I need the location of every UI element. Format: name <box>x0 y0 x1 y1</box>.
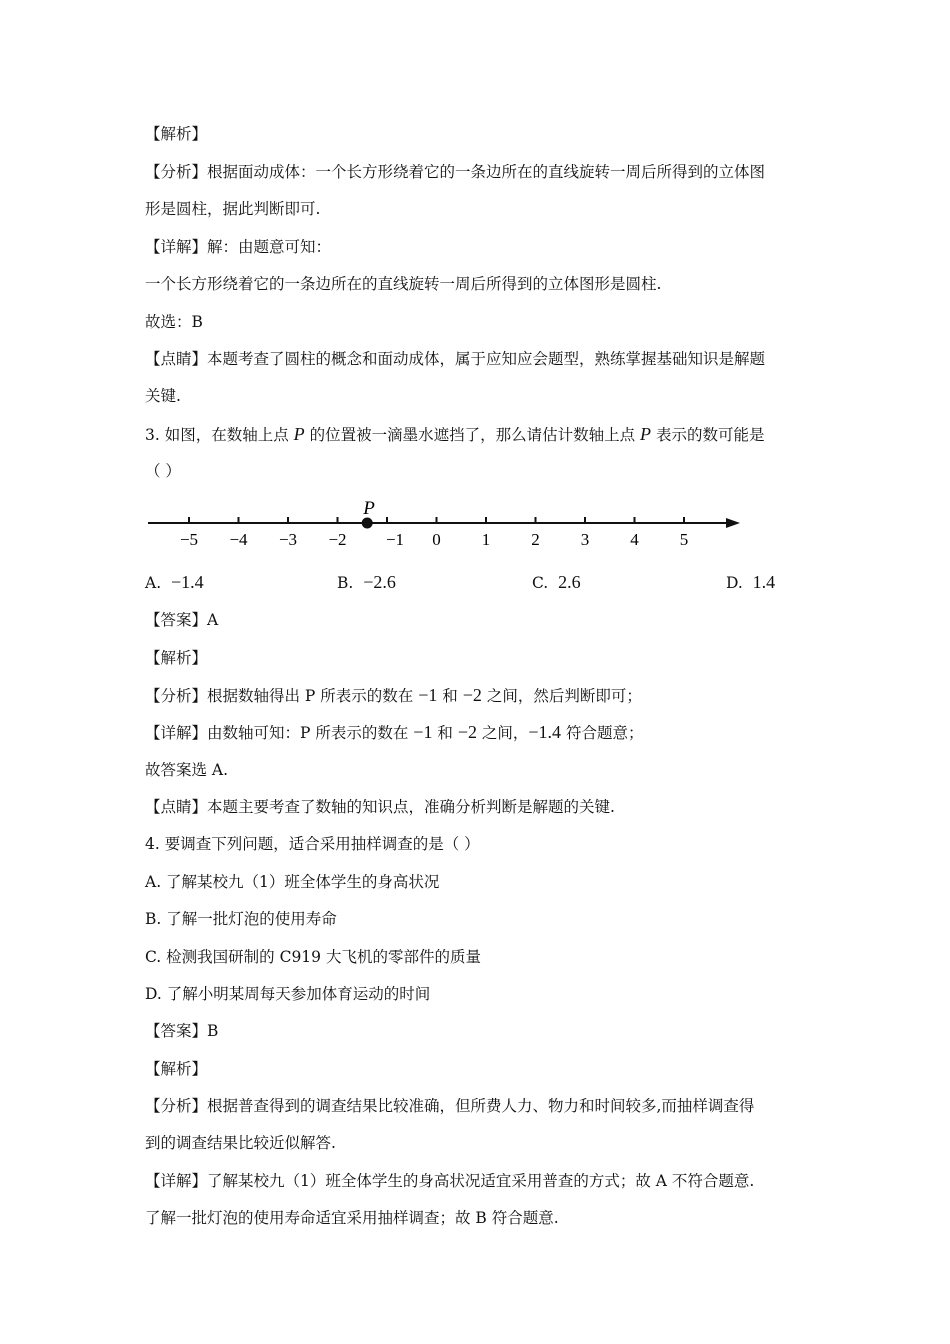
tick-label: −4 <box>229 530 248 549</box>
q3-xj-num: −1.4 <box>528 722 562 742</box>
q3-stem-part2: 的位置被一滴墨水遮挡了，那么请估计数轴上点 <box>304 426 641 444</box>
tick-label: 1 <box>481 530 491 549</box>
tick-label: −2 <box>328 530 347 549</box>
arrow-icon <box>726 518 740 528</box>
q4-answer: 【答案】B <box>145 1022 219 1040</box>
q4-option-d: D. 了解小明某周每天参加体育运动的时间 <box>145 985 431 1003</box>
q3-dianjing: 【点睛】本题主要考查了数轴的知识点，准确分析判断是解题的关键. <box>145 798 615 816</box>
dianjing-line-1: 【点睛】本题考查了圆柱的概念和面动成体，属于应知应会题型，熟练掌握基础知识是解题 <box>145 350 766 368</box>
tick-label: −1 <box>385 530 405 549</box>
q3-stem-part1: 3. 如图，在数轴上点 <box>145 426 294 444</box>
tick-label: 2 <box>531 530 540 549</box>
fenxi-line-2: 形是圆柱，据此判断即可. <box>145 200 321 218</box>
fenxi-line-1: 【分析】根据面动成体：一个长方形绕着它的一条边所在的直线旋转一周后所得到的立体图 <box>145 163 766 181</box>
q4-option-b: B. 了解一批灯泡的使用寿命 <box>145 910 337 928</box>
q3-xj-num: −1 <box>413 722 433 742</box>
q3-xj-text: 【详解】由数轴可知：P 所表示的数在 <box>145 724 414 742</box>
q4-stem: 4. 要调查下列问题，适合采用抽样调查的是（ ） <box>145 835 480 853</box>
q3-stem-part3: 表示的数可能是 <box>651 426 765 444</box>
solution-body: 一个长方形绕着它的一条边所在的直线旋转一周后所得到的立体图形是圆柱. <box>145 275 662 293</box>
q3-stem <box>145 424 764 445</box>
tick-label: −3 <box>278 530 298 549</box>
tick-label: −5 <box>179 530 199 549</box>
point-p-label: P <box>640 424 652 444</box>
jiexi-heading: 【解析】 <box>145 125 208 143</box>
q4-xiangjie-line-1: 【详解】了解某校九（1）班全体学生的身高状况适宜采用普查的方式；故 A 不符合题意. <box>145 1172 755 1190</box>
q3-jiexi-heading: 【解析】 <box>145 649 208 667</box>
option-letter: C. <box>532 574 549 592</box>
q3-fenxi-text: 和 <box>437 687 463 705</box>
q3-fenxi-text: 【分析】根据数轴得出 P 所表示的数在 <box>145 687 419 705</box>
q4-fenxi-line-2: 到的调查结果比较近似解答. <box>145 1134 336 1152</box>
point-p-label: P <box>293 424 305 444</box>
tick-label: 5 <box>679 530 689 549</box>
q3-answer: 【答案】A <box>145 611 219 629</box>
q3-xj-text: 符合题意； <box>561 724 644 742</box>
q4-option-c: C. 检测我国研制的 C919 大飞机的零部件的质量 <box>145 948 481 966</box>
q4-xiangjie-line-2: 了解一批灯泡的使用寿命适宜采用抽样调查；故 B 符合题意. <box>145 1209 559 1227</box>
dianjing-line-2: 关键. <box>145 387 181 405</box>
tick-label: 4 <box>630 530 639 549</box>
point-p-dot <box>362 518 373 529</box>
q3-xiangjie <box>145 722 644 743</box>
q4-jiexi-heading: 【解析】 <box>145 1060 208 1078</box>
q4-option-a: A. 了解某校九（1）班全体学生的身高状况 <box>145 873 440 891</box>
q3-fenxi-text: 之间，然后判断即可； <box>481 687 642 705</box>
tick-label: 0 <box>432 530 441 549</box>
q3-choice: 故答案选 A. <box>145 761 229 779</box>
tick-label: 3 <box>580 530 590 549</box>
q3-paren: （ ） <box>145 462 181 480</box>
number-line-ticks <box>180 517 688 549</box>
q3-fenxi-num: −1 <box>418 685 438 705</box>
number-line <box>140 495 750 555</box>
q3-xj-num: −2 <box>457 722 477 742</box>
option-letter: D. <box>726 574 743 592</box>
option-value: 2.6 <box>558 572 581 592</box>
q3-option-d <box>726 572 775 593</box>
q3-option-b <box>337 572 396 593</box>
q3-option-c <box>532 572 581 593</box>
choice-line: 故选：B <box>145 313 203 331</box>
xiangjie-line: 【详解】解：由题意可知： <box>145 238 332 256</box>
option-value: 1.4 <box>752 572 776 592</box>
q3-option-a <box>145 572 204 593</box>
point-p-label: P <box>363 498 375 519</box>
q3-xj-text: 之间， <box>476 724 529 742</box>
option-letter: B. <box>337 574 354 592</box>
q4-fenxi-line-1: 【分析】根据普查得到的调查结果比较准确，但所费人力、物力和时间较多,而抽样调查得 <box>145 1097 755 1115</box>
q3-xj-text: 和 <box>432 724 458 742</box>
option-value: −2.6 <box>363 572 396 592</box>
q3-fenxi-num: −2 <box>462 685 482 705</box>
option-letter: A. <box>145 574 162 592</box>
q3-fenxi <box>145 685 642 706</box>
option-value: −1.4 <box>170 572 204 592</box>
